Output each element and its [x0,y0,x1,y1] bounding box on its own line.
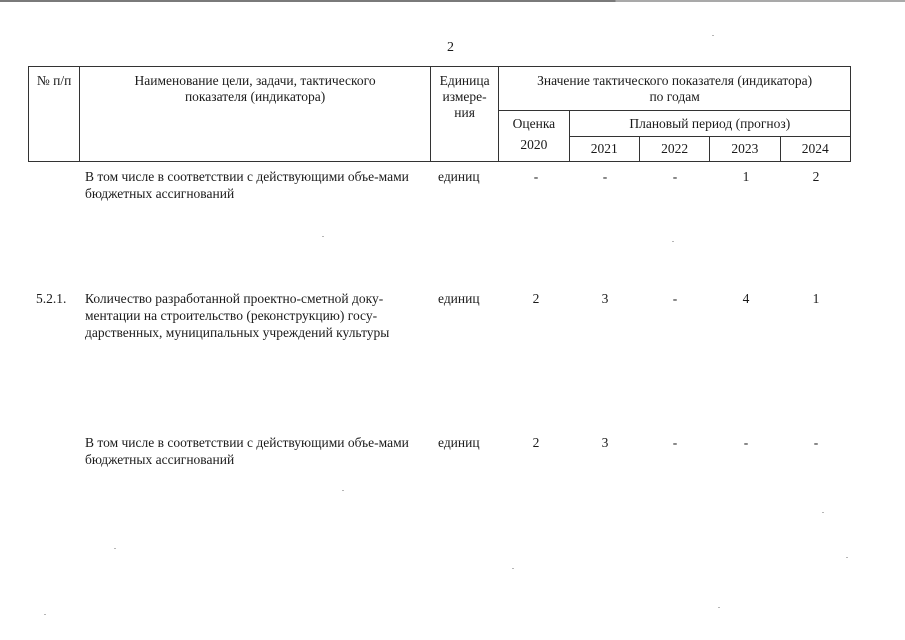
row-value-2021: - [602,169,608,184]
scan-speck [342,490,344,491]
header-estimate [499,111,569,162]
header-number [29,67,80,162]
page-number: 2 [447,40,454,55]
header-year-2023: 2023 [710,137,780,162]
header-year-2022: 2022 [639,137,709,162]
row-value-2020: 2 [532,291,540,306]
header-values-group [499,67,851,111]
header-values-group-text: Значение тактического показателя (индикатора) по годам [537,72,813,104]
row-value-2023: - [743,435,749,450]
row-name: Количество разработанной проектно-сметной доку-ментации на строительство (реконструкцию) госу-дарственных, муниципальных учреждений культуры [85,291,390,340]
header-unit [430,67,498,162]
row-unit: единиц [438,169,480,184]
scan-speck [822,512,824,513]
scan-speck [44,614,46,615]
row-value-2023: 1 [742,169,750,184]
header-name [80,67,431,162]
header-number-text: № п/п [36,73,72,88]
scan-speck [114,548,116,549]
row-value-2021: 3 [601,291,609,306]
row-value-2024: 2 [812,169,820,184]
row-name: В том числе в соответствии с действующими объе-мами бюджетных ассигнований [85,169,409,201]
scan-speck [512,568,514,569]
scan-top-edge [0,0,905,2]
scan-speck [718,607,720,608]
row-value-2021: 3 [601,435,609,450]
row-unit: единиц [438,291,480,306]
row-unit: единиц [438,435,480,450]
header-number-label [31,69,77,89]
row-value-2023: 4 [742,291,750,306]
header-estimate-text: Оценка [512,116,556,131]
row-number: 5.2.1. [36,291,67,306]
header-year-2021: 2021 [569,137,639,162]
scan-speck [846,557,848,558]
header-estimate-year: 2020 [520,137,548,152]
row-value-2020: - [533,169,539,184]
header-name-text: Наименование цели, задачи, тактического показателя (индикатора) [134,73,376,104]
indicator-table-header [28,66,851,162]
row-name: В том числе в соответствии с действующими объе-мами бюджетных ассигнований [85,435,409,467]
row-value-2020: 2 [532,435,540,450]
row-value-2024: 1 [812,291,820,306]
header-year-2024: 2024 [780,137,850,162]
scan-speck [322,236,324,237]
scan-speck [672,241,674,242]
header-planned-period: Плановый период (прогноз) [569,111,850,137]
scan-speck [712,35,714,36]
header-unit-text: Единица измере-ния [439,73,490,120]
row-value-2022: - [672,291,678,306]
row-value-2022: - [672,435,678,450]
row-value-2022: - [672,169,678,184]
row-value-2024: - [813,435,819,450]
